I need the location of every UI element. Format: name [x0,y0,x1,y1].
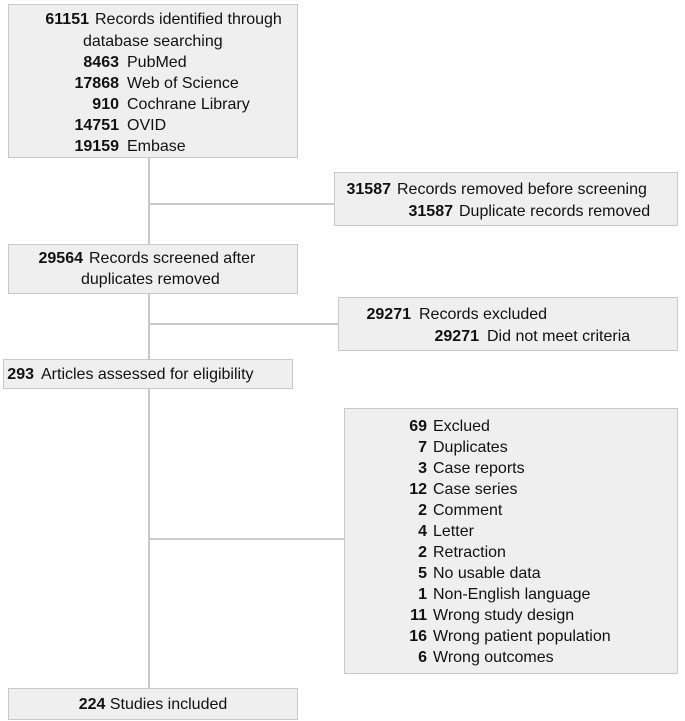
connector-excluded-full [148,538,344,540]
excluded-screen-box [338,297,678,351]
reason-label: Retraction [433,544,506,561]
main-flow-line [148,158,150,688]
eligibility-label: Articles assessed for eligibility [41,366,254,383]
connector-excluded-screen [148,323,338,325]
reason-label: Letter [433,523,474,540]
excluded-label: Records excluded [419,306,548,323]
screened-label-line2: duplicates removed [81,271,220,288]
source-count: 14751 [74,117,119,134]
included-label: Studies included [109,696,228,713]
source-count: 19159 [74,138,119,155]
screened-box [8,244,298,294]
included-box [8,688,298,720]
source-count: 8463 [83,54,119,71]
eligibility-count: 293 [7,366,34,383]
identification-box [8,4,298,158]
excluded-count: 29271 [366,306,411,323]
reason-count: 1 [418,586,427,603]
reason-count: 6 [418,649,427,666]
reason-label: Wrong study design [433,607,575,624]
screened-label-line1: Records screened after [89,250,256,267]
included-count: 224 [78,696,106,713]
reason-count: 4 [418,523,427,540]
reason-label: Wrong outcomes [433,649,554,666]
source-name: Embase [127,138,186,155]
reason-label: Wrong patient population [433,628,611,645]
total-label-line2: database searching [83,33,223,50]
reason-count: 16 [409,628,427,645]
exclued-label: Exclued [433,418,490,435]
reason-count: 2 [418,544,427,561]
reason-label: Case series [433,481,518,498]
removed-label: Records removed before screening [397,181,647,198]
eligibility-box [3,359,293,389]
reason-count: 7 [418,439,427,456]
reason-label: Non-English language [433,586,591,603]
source-name: Web of Science [127,75,239,92]
duplicate-count: 31587 [408,203,453,220]
reason-label: Case reports [433,460,525,477]
reason-label: Comment [433,502,503,519]
not-meet-label: Did not meet criteria [487,328,631,345]
source-count: 17868 [74,75,119,92]
reason-count: 2 [418,502,427,519]
included-line [9,694,297,715]
source-name: OVID [127,117,167,134]
reason-label: Duplicates [433,439,508,456]
not-meet-count: 29271 [434,328,479,345]
reason-count: 5 [418,565,427,582]
source-name: PubMed [127,54,187,71]
exclued-count: 69 [409,418,427,435]
removed-box [334,172,678,226]
connector-removed [148,203,334,205]
reason-count: 12 [409,481,427,498]
total-count: 61151 [45,11,89,28]
reason-count: 11 [410,607,427,624]
removed-count: 31587 [346,181,391,198]
reason-count: 3 [418,460,427,477]
source-count: 910 [92,96,119,113]
reason-label: No usable data [433,565,541,582]
total-label-line1: Records identified through [95,11,282,28]
screened-count: 29564 [38,250,83,267]
excluded-full-box [344,408,678,674]
source-name: Cochrane Library [127,96,250,113]
duplicate-label: Duplicate records removed [459,203,651,220]
